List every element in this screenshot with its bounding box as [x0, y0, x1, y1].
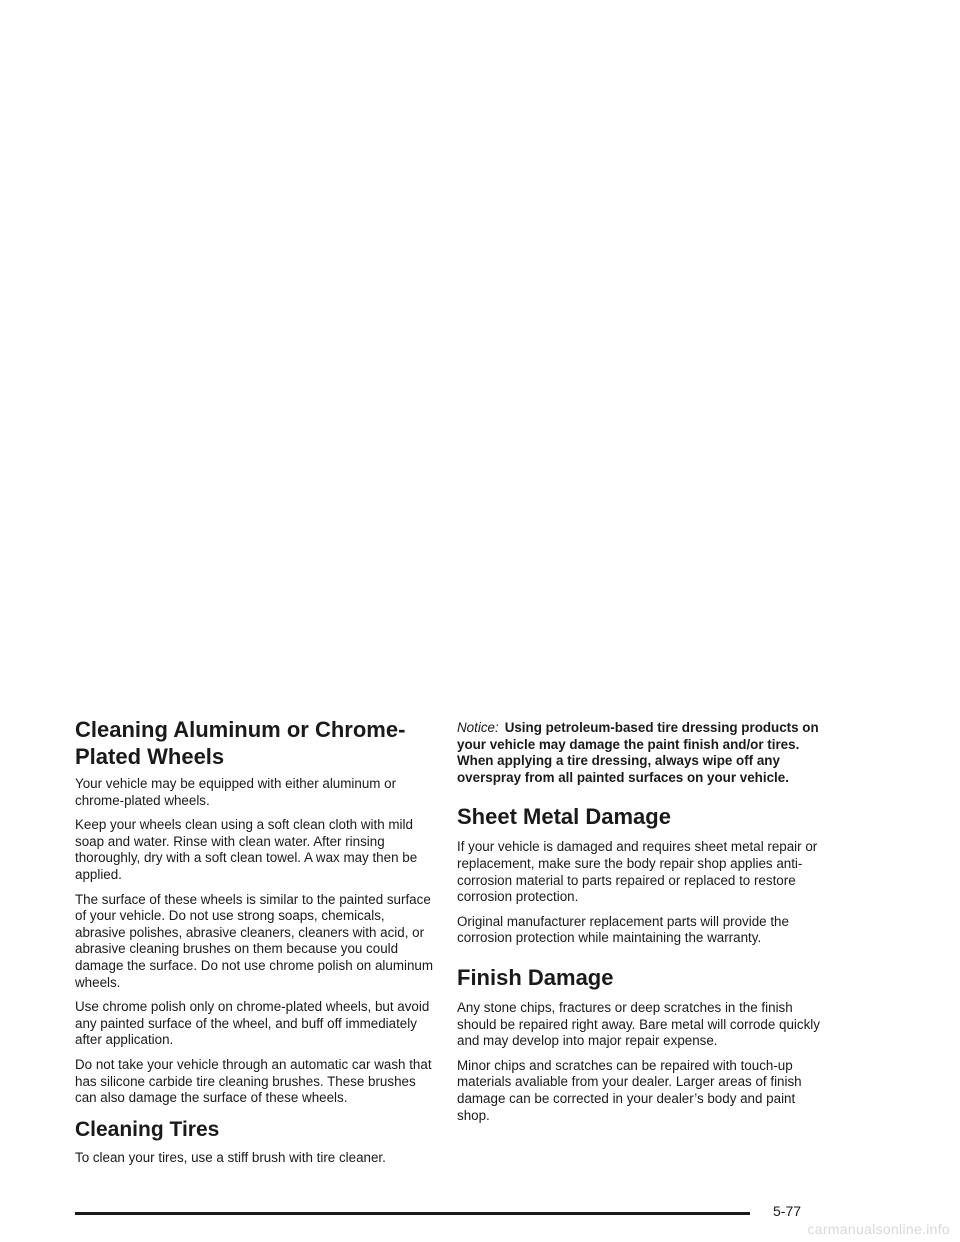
paragraph: The surface of these wheels is similar to the painted surface of your vehicle. Do not use strong soaps, chemicals, abrasive polishes, abrasive cleaners, cleaners with acid, or abrasive cleaning brushes on them because you could damage the surface. Do not use chrome polish on aluminum wheels. — [75, 891, 434, 990]
heading-sheet-metal-damage: Sheet Metal Damage — [457, 804, 671, 830]
paragraph: Keep your wheels clean using a soft clean cloth with mild soap and water. Rinse with clean water. After rinsing thoroughly, dry with a soft clean towel. A wax may then be applied. — [75, 817, 418, 882]
paragraph: To clean your tires, use a stiff brush with tire cleaner. — [75, 1149, 386, 1165]
heading-finish-damage: Finish Damage — [457, 964, 614, 990]
notice-text: Using petroleum-based tire dressing products on your vehicle may damage the paint finish and/or tires. When applying a tire dressing, always wipe off any overspray from all painted surfaces on your vehicle. — [457, 720, 819, 785]
left-column — [75, 716, 435, 1174]
watermark: carmanualsonline.info — [807, 1221, 950, 1237]
notice-label: Notice: — [457, 720, 499, 735]
heading-cleaning-tires: Cleaning Tires — [75, 1117, 220, 1141]
paragraph: Minor chips and scratches can be repaired with touch-up materials avaliable from your dealer. Larger areas of finish damage can be corrected in your dealer’s body and paint shop. — [457, 1057, 802, 1123]
paragraph: Original manufacturer replacement parts will provide the corrosion protection while maintaining the warranty. — [457, 913, 789, 946]
paragraph: If your vehicle is damaged and requires sheet metal repair or replacement, make sure the body repair shop applies anti-corrosion material to parts repaired or replaced to restore corrosion protection. — [457, 839, 818, 905]
paragraph: Use chrome polish only on chrome-plated wheels, but avoid any painted surface of the wheel, and buff off immediately after application. — [75, 999, 430, 1048]
paragraph: Do not take your vehicle through an automatic car wash that has silicone carbide tire cleaning brushes. These brushes can also damage the surface of these wheels. — [75, 1056, 432, 1106]
page-number: 5-77 — [773, 1203, 802, 1219]
paragraph: Any stone chips, fractures or deep scratches in the finish should be repaired right away. Bare metal will corrode quickly and may develop into major repair expense. — [457, 999, 820, 1049]
footer-rule — [75, 1212, 750, 1215]
paragraph: Your vehicle may be equipped with either aluminum or chrome-plated wheels. — [75, 776, 397, 808]
right-column — [457, 720, 827, 1132]
heading-cleaning-wheels: Cleaning Aluminum or Chrome-Plated Wheels — [75, 717, 406, 769]
notice-block — [457, 720, 827, 786]
